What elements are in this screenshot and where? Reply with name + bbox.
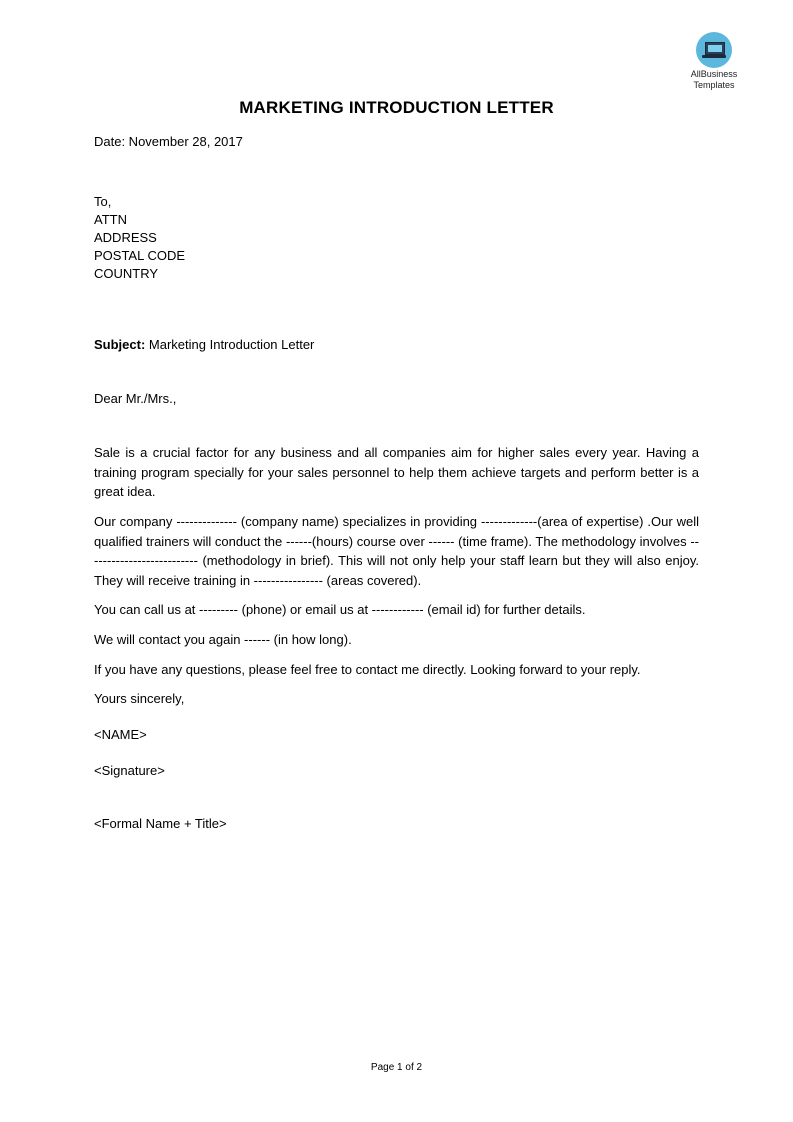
subject-line <box>94 336 314 354</box>
recipient-attn: ATTN <box>94 212 127 227</box>
recipient-address: ADDRESS <box>94 230 157 245</box>
brand-logo <box>684 32 744 90</box>
body-paragraph-1: Sale is a crucial factor for any business and all companies aim for higher sales every year. Having a training program specially for your sales personnel to help them achieve targets and perform better is a great idea. <box>94 445 699 499</box>
letter-date: Date: November 28, 2017 <box>94 134 243 149</box>
sender-formal-name: <Formal Name + Title> <box>94 816 227 831</box>
sender-name: <NAME> <box>94 727 147 742</box>
body-paragraph-3: You can call us at --------- (phone) or email us at ------------ (email id) for further details. <box>94 602 586 617</box>
page-number: Page 1 of 2 <box>370 1062 423 1073</box>
subject-label: Subject: <box>94 337 146 352</box>
salutation: Dear Mr./Mrs., <box>94 391 177 406</box>
closing: Yours sincerely, <box>94 691 185 706</box>
body-paragraph-4: We will contact you again ------ (in how long). <box>94 632 352 647</box>
recipient-postal-code: POSTAL CODE <box>94 248 186 263</box>
document-title: MARKETING INTRODUCTION LETTER <box>239 98 554 117</box>
subject-text: Marketing Introduction Letter <box>145 337 315 352</box>
body-paragraph-5: If you have any questions, please feel free to contact me directly. Looking forward to your reply. <box>94 662 641 677</box>
laptop-icon <box>696 32 732 68</box>
logo-text-line1: AllBusiness <box>690 69 738 79</box>
sender-signature: <Signature> <box>94 763 165 778</box>
logo-text-line2: Templates <box>693 80 735 90</box>
recipient-to: To, <box>94 194 112 209</box>
recipient-country: COUNTRY <box>94 266 159 281</box>
body-paragraph-2: Our company -------------- (company name) specializes in providing -------------(area of expertise) .Our well qualified trainers will conduct the ------(hours) course over ------ (time frame). The methodology involves -------------------------- (methodology in brief). This will not only help your staff learn but they will also enjoy. They will receive training in ---------------- (areas covered). <box>94 514 699 588</box>
